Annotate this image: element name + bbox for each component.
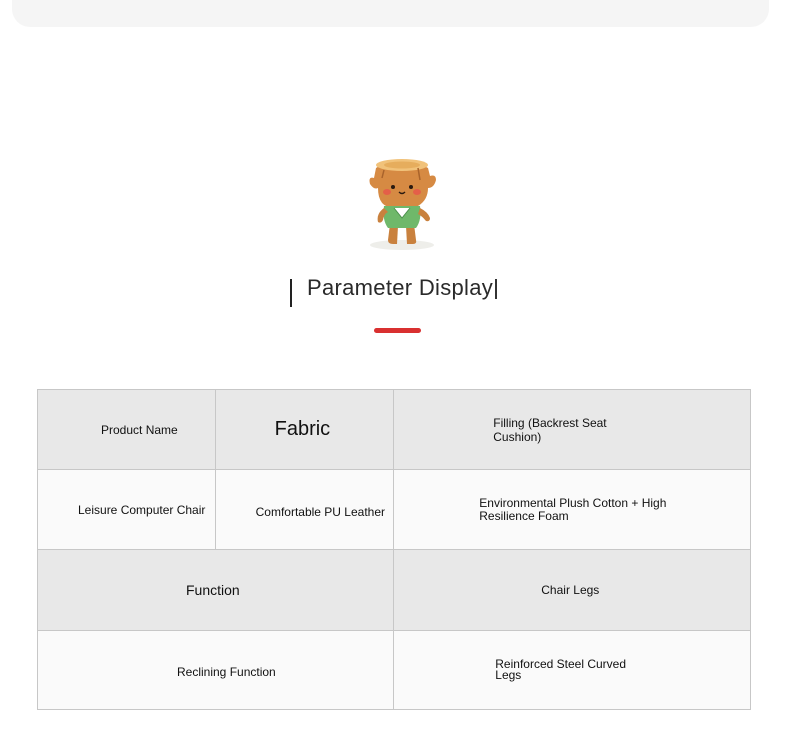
- table-cell: [38, 390, 216, 470]
- chair-legs-label: Chair Legs: [541, 583, 600, 597]
- table-cell: [38, 550, 394, 631]
- table-cell: [38, 470, 216, 550]
- table-cell: [394, 631, 751, 710]
- fabric-value: Comfortable PU Leather: [255, 504, 386, 519]
- title-right-bar: [495, 279, 497, 299]
- section-title-wrap: [290, 270, 497, 306]
- table-cell: [215, 390, 394, 470]
- chair-legs-value: Reinforced Steel Curved Legs: [495, 657, 626, 682]
- section-title: Parameter Display: [307, 275, 494, 300]
- fabric-label: Fabric: [274, 418, 331, 440]
- title-left-bar: [290, 279, 292, 307]
- filling-label: Filling (Backrest Seat Cushion): [493, 415, 607, 444]
- function-label: Function: [186, 582, 240, 598]
- filling-value: Environmental Plush Cotton + High Resilience Foam: [479, 495, 667, 523]
- top-card-edge: [12, 0, 769, 27]
- parameter-table: [37, 389, 751, 710]
- product-name-label: Product Name: [101, 422, 178, 437]
- table-row: [38, 550, 751, 631]
- title-underline: [374, 328, 421, 333]
- function-value: Reclining Function: [177, 665, 276, 679]
- table-cell: [394, 550, 751, 631]
- table-cell: [215, 470, 394, 550]
- table-row: [38, 470, 751, 550]
- table-row: [38, 631, 751, 710]
- table-cell: [38, 631, 394, 710]
- table-cell: [394, 470, 751, 550]
- table-cell: [394, 390, 751, 470]
- product-name-value: Leisure Computer Chair: [78, 502, 206, 517]
- tree-stump-mascot-icon: [362, 154, 442, 252]
- table-row: [38, 390, 751, 470]
